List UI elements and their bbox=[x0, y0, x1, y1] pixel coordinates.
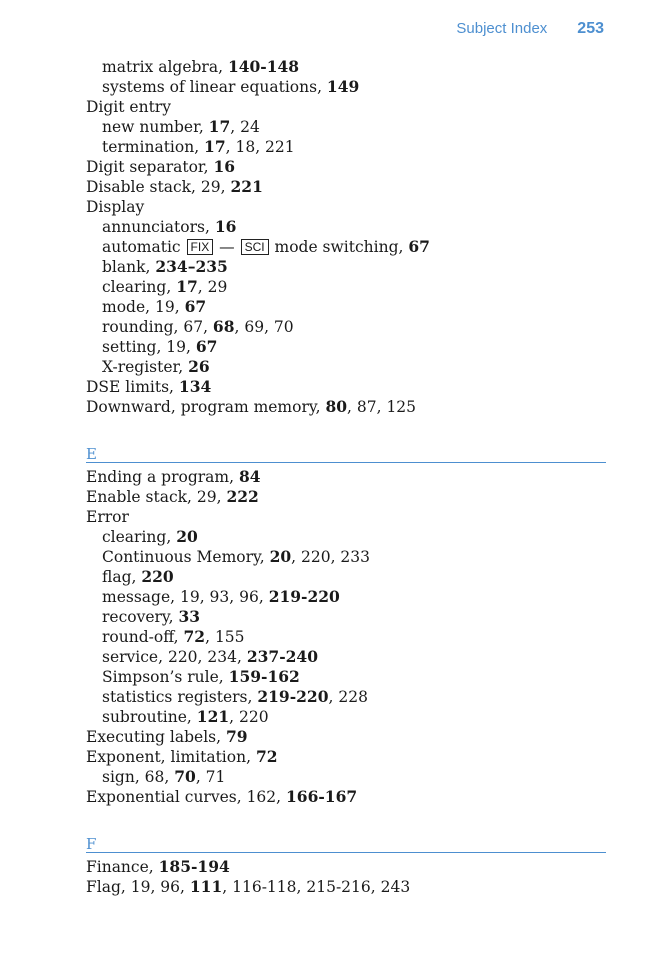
index-subentry bbox=[86, 77, 606, 97]
entry-text: DSE limits, bbox=[86, 378, 179, 396]
entry-text: matrix algebra, bbox=[102, 58, 228, 76]
primary-page-ref: 149 bbox=[326, 77, 360, 96]
entry-text: , 69, 70 bbox=[234, 318, 294, 336]
index-subentry bbox=[86, 707, 606, 727]
index-entry bbox=[86, 197, 606, 217]
primary-page-ref: 17 bbox=[204, 137, 226, 156]
entry-text: Flag, 19, 96, bbox=[86, 878, 190, 896]
primary-page-ref: 67 bbox=[184, 297, 207, 316]
primary-page-ref: 84 bbox=[238, 467, 261, 486]
entry-text: flag, bbox=[102, 568, 142, 586]
primary-page-ref: 234–235 bbox=[155, 257, 228, 276]
index-subentry bbox=[86, 117, 606, 137]
index-entry bbox=[86, 787, 606, 807]
primary-page-ref: 68 bbox=[212, 317, 235, 336]
index-group-f bbox=[86, 857, 606, 897]
section-header-f bbox=[86, 833, 606, 853]
section-letter-e: E bbox=[86, 445, 97, 463]
primary-page-ref: 26 bbox=[188, 357, 210, 376]
primary-page-ref: 140-148 bbox=[227, 57, 300, 76]
entry-text: message, 19, 93, 96, bbox=[102, 588, 269, 606]
page-header bbox=[456, 20, 604, 38]
primary-page-ref: 17 bbox=[176, 277, 198, 296]
entry-text: mode switching, bbox=[269, 238, 409, 256]
running-title: Subject Index bbox=[456, 20, 548, 37]
entry-text: rounding, 67, bbox=[102, 318, 213, 336]
primary-page-ref: 33 bbox=[178, 607, 201, 626]
index-subentry bbox=[86, 767, 606, 787]
entry-text: subroutine, bbox=[102, 708, 197, 726]
entry-text: Continuous Memory, bbox=[102, 548, 270, 566]
entry-text: clearing, bbox=[102, 278, 177, 296]
primary-page-ref: 67 bbox=[408, 237, 430, 256]
entry-text: — bbox=[214, 238, 240, 256]
entry-text: Digit separator, bbox=[86, 158, 214, 176]
index-subentry bbox=[86, 337, 606, 357]
index-subentry bbox=[86, 297, 606, 317]
section-header-e bbox=[86, 443, 606, 463]
section-rule-e bbox=[86, 462, 606, 463]
entry-text: annunciators, bbox=[102, 218, 215, 236]
entry-text: , 116-118, 215-216, 243 bbox=[222, 878, 411, 896]
entry-text: Ending a program, bbox=[86, 468, 239, 486]
entry-text: systems of linear equations, bbox=[102, 78, 327, 96]
entry-text: Digit entry bbox=[86, 98, 171, 116]
primary-page-ref: 111 bbox=[189, 877, 223, 896]
entry-text: , 18, 221 bbox=[225, 138, 295, 156]
key-label: SCI bbox=[241, 239, 269, 255]
primary-page-ref: 72 bbox=[183, 627, 206, 646]
primary-page-ref: 67 bbox=[195, 337, 218, 356]
primary-page-ref: 159-162 bbox=[228, 667, 300, 686]
index-subentry bbox=[86, 317, 606, 337]
index-subentry bbox=[86, 527, 606, 547]
index-subentry bbox=[86, 137, 606, 157]
entry-text: statistics registers, bbox=[102, 688, 258, 706]
entry-text: Enable stack, 29, bbox=[86, 488, 227, 506]
entry-text: Disable stack, 29, bbox=[86, 178, 231, 196]
primary-page-ref: 220 bbox=[141, 567, 174, 586]
index-entry bbox=[86, 877, 606, 897]
entry-text: , 220, 233 bbox=[291, 548, 371, 566]
index-subentry bbox=[86, 647, 606, 667]
index-subentry bbox=[86, 607, 606, 627]
primary-page-ref: 185-194 bbox=[158, 857, 230, 876]
index-subentry bbox=[86, 277, 606, 297]
entry-text: Error bbox=[86, 508, 129, 526]
index-entry bbox=[86, 177, 606, 197]
page-number: 253 bbox=[577, 20, 604, 37]
entry-text: , 155 bbox=[205, 628, 245, 646]
entry-text: , 71 bbox=[195, 768, 226, 786]
primary-page-ref: 72 bbox=[255, 747, 278, 766]
index-subentry bbox=[86, 587, 606, 607]
primary-page-ref: 222 bbox=[226, 487, 259, 506]
index-entry bbox=[86, 157, 606, 177]
index-group-d bbox=[86, 57, 606, 417]
index-group-e bbox=[86, 467, 606, 807]
index-subentry bbox=[86, 357, 606, 377]
primary-page-ref: 237-240 bbox=[246, 647, 318, 666]
entry-text: sign, 68, bbox=[102, 768, 175, 786]
index-entry bbox=[86, 507, 606, 527]
entry-text: Exponent, limitation, bbox=[86, 748, 256, 766]
index-entry bbox=[86, 97, 606, 117]
primary-page-ref: 121 bbox=[196, 707, 230, 726]
entry-text: recovery, bbox=[102, 608, 179, 626]
entry-text: round-off, bbox=[102, 628, 184, 646]
index-entry bbox=[86, 747, 606, 767]
primary-page-ref: 16 bbox=[214, 217, 237, 236]
primary-page-ref: 20 bbox=[176, 527, 198, 546]
index-entry bbox=[86, 467, 606, 487]
section-rule-f bbox=[86, 852, 606, 853]
index-subentry bbox=[86, 237, 606, 257]
index-entry bbox=[86, 857, 606, 877]
entry-text: Simpson’s rule, bbox=[102, 668, 229, 686]
index-entry bbox=[86, 727, 606, 747]
primary-page-ref: 221 bbox=[230, 177, 263, 196]
primary-page-ref: 80 bbox=[325, 397, 348, 416]
entry-text: blank, bbox=[102, 258, 156, 276]
section-letter-f: F bbox=[86, 835, 97, 853]
index-subentry bbox=[86, 257, 606, 277]
entry-text: service, 220, 234, bbox=[102, 648, 247, 666]
index-entry bbox=[86, 487, 606, 507]
primary-page-ref: 79 bbox=[225, 727, 248, 746]
primary-page-ref: 219-220 bbox=[268, 587, 340, 606]
index-subentry bbox=[86, 547, 606, 567]
primary-page-ref: 219-220 bbox=[257, 687, 329, 706]
index-subentry bbox=[86, 217, 606, 237]
index-body bbox=[86, 57, 606, 897]
index-entry bbox=[86, 377, 606, 397]
entry-text: mode, 19, bbox=[102, 298, 185, 316]
entry-text: new number, bbox=[102, 118, 209, 136]
entry-text: setting, 19, bbox=[102, 338, 196, 356]
entry-text: X-register, bbox=[102, 358, 189, 376]
entry-text: , 228 bbox=[328, 688, 368, 706]
index-subentry bbox=[86, 687, 606, 707]
entry-text: Exponential curves, 162, bbox=[86, 788, 287, 806]
primary-page-ref: 16 bbox=[213, 157, 236, 176]
entry-text: clearing, bbox=[102, 528, 177, 546]
index-subentry bbox=[86, 57, 606, 77]
entry-text: termination, bbox=[102, 138, 205, 156]
entry-text: , 29 bbox=[197, 278, 228, 296]
entry-text: automatic bbox=[102, 238, 186, 256]
primary-page-ref: 134 bbox=[178, 377, 212, 396]
entry-text: Finance, bbox=[86, 858, 159, 876]
primary-page-ref: 17 bbox=[208, 117, 231, 136]
primary-page-ref: 70 bbox=[174, 767, 196, 786]
index-entry bbox=[86, 397, 606, 417]
entry-text: Display bbox=[86, 198, 145, 216]
primary-page-ref: 20 bbox=[269, 547, 292, 566]
primary-page-ref: 166-167 bbox=[286, 787, 358, 806]
entry-text: Downward, program memory, bbox=[86, 398, 326, 416]
entry-text: Executing labels, bbox=[86, 728, 226, 746]
entry-text: , 220 bbox=[229, 708, 269, 726]
key-label: FIX bbox=[187, 239, 214, 255]
index-subentry bbox=[86, 567, 606, 587]
index-subentry bbox=[86, 627, 606, 647]
entry-text: , 24 bbox=[230, 118, 260, 136]
entry-text: , 87, 125 bbox=[347, 398, 417, 416]
index-subentry bbox=[86, 667, 606, 687]
